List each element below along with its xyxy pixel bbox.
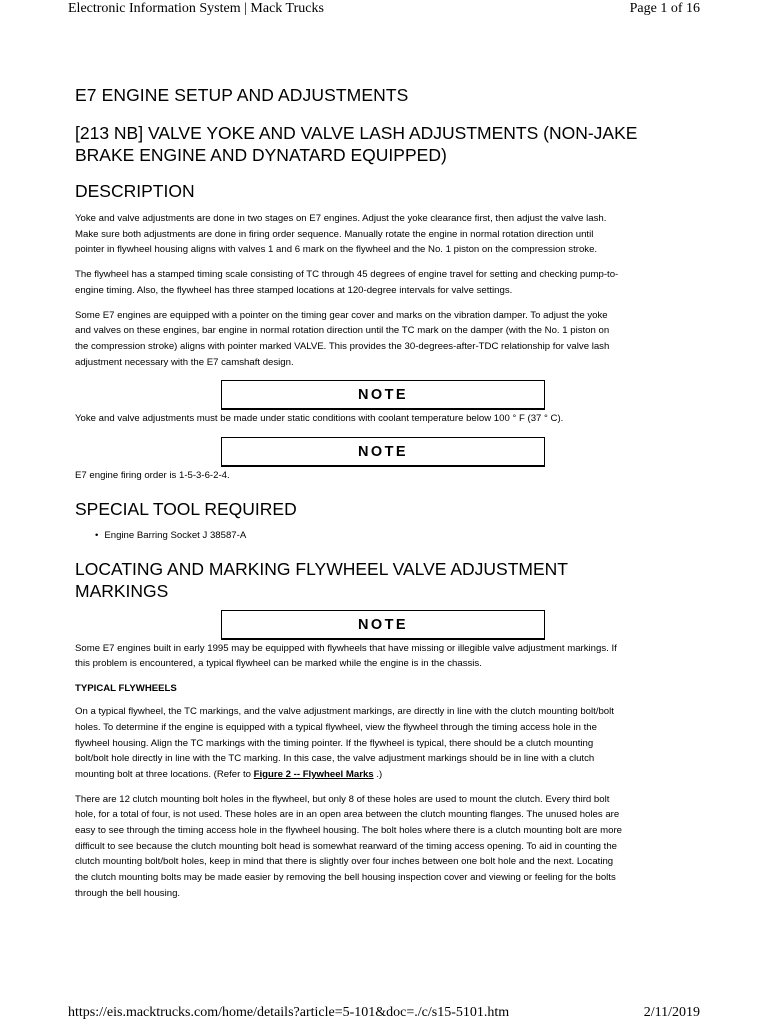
locating-heading-line1: LOCATING AND MARKING FLYWHEEL VALVE ADJUSTMENT — [75, 558, 568, 579]
text-line: Some E7 engines are equipped with a pointer on the timing gear cover and marks on the vibration damper. To adjust the yoke — [75, 309, 608, 321]
procedure-title-line1: [213 NB] VALVE YOKE AND VALVE LASH ADJUSTMENTS (NON-JAKE — [75, 123, 638, 143]
text-line: through the bell housing. — [75, 887, 181, 899]
text-line: Yoke and valve adjustments are done in two stages on E7 engines. Adjust the yoke clearance first, then adjust the valve lash. — [75, 213, 607, 224]
header-site-title: Electronic Information System | Mack Trucks — [68, 1, 324, 16]
note-1-text: Yoke and valve adjustments must be made under static conditions with coolant temperature below 100 ° F (37 ° C). — [75, 413, 564, 425]
description-heading: DESCRIPTION — [75, 181, 195, 201]
text-line: mounting bolt at three locations. (Refer to — [75, 768, 254, 780]
text-line: Some E7 engines built in early 1995 may be equipped with flywheels that have missing or illegible valve adjustment markings. If — [75, 642, 617, 654]
text-line: the clutch mounting bolts may be made easier by removing the bell housing inspection cover and viewing or feeling for the bolts — [75, 872, 616, 884]
text-line: The flywheel has a stamped timing scale consisting of TC through 45 degrees of engine travel for setting and checking pump-to- — [75, 269, 619, 281]
text-line: holes. To determine if the engine is equipped with a typical flywheel, view the flywheel through the timing access hole in the — [75, 721, 597, 733]
note-3-text — [75, 641, 693, 672]
text-line: engine timing. Also, the flywheel has three stamped locations at 120-degree intervals for valve settings. — [75, 284, 513, 296]
text-line: pointer in flywheel housing aligns with valves 1 and 6 mark on the flywheel and the No. 1 piston on the compression stroke. — [75, 244, 598, 256]
footer-url: https://eis.macktrucks.com/home/details?article=5-101&doc=./c/s15-5101.htm — [68, 1005, 510, 1020]
text-line: There are 12 clutch mounting bolt holes in the flywheel, but only 8 of these holes are used to mount the clutch. Every third bolt — [75, 793, 610, 805]
text-line: hole, for a total of four, is not used. These holes are in an open area between the clutch mounting flanges. The unused holes are — [75, 809, 620, 821]
text-line: easy to see through the timing access hole in the flywheel housing. The bolt holes where there is a clutch mounting bolt are more — [75, 825, 622, 837]
list-item: • Engine Barring Socket J 38587-A — [95, 529, 693, 543]
text-line: adjustment necessary with the E7 camshaft design. — [75, 356, 294, 368]
footer-date: 2/11/2019 — [643, 1005, 700, 1020]
text-line: difficult to see because the clutch mounting bolt head is somewhat rearward of the timing access opening. To aid in counting the — [75, 840, 618, 852]
document-title: E7 ENGINE SETUP AND ADJUSTMENTS — [75, 85, 409, 105]
description-paragraph-1 — [75, 211, 693, 258]
typical-paragraph-2 — [75, 792, 693, 902]
text-line: Make sure both adjustments are done in firing order sequence. Manually rotate the engine in normal rotation direction until — [75, 228, 594, 240]
special-tool-list — [75, 529, 693, 543]
special-tool-heading: SPECIAL TOOL REQUIRED — [75, 498, 297, 519]
document-body — [75, 84, 693, 902]
header-page-number: Page 1 of 16 — [629, 1, 700, 16]
description-paragraph-2 — [75, 267, 693, 298]
text-line: On a typical flywheel, the TC markings, and the valve adjustment markings, are directly in line with the clutch mounting bolt/bolt — [75, 706, 614, 718]
text-line: clutch mounting bolt/bolt holes, keep in mind that there is slightly over four inches between one bolt hole and the next. Locating — [75, 856, 614, 868]
typical-paragraph-1 — [75, 704, 693, 783]
typical-flywheels-heading: TYPICAL FLYWHEELS — [75, 683, 177, 695]
procedure-title-line2: BRAKE ENGINE AND DYNATARD EQUIPPED) — [75, 145, 447, 165]
figure-2-link[interactable]: Figure 2 -- Flywheel Marks — [253, 768, 374, 780]
locating-heading — [75, 558, 693, 602]
text-line: this problem is encountered, a typical flywheel can be marked while the engine is in the chassis. — [75, 658, 482, 670]
text-line: bolt/bolt hole directly in line with the TC marking. In this case, the valve adjustment markings should be in line with a clutch — [75, 753, 595, 765]
text-line: flywheel housing. Align the TC markings with the timing pointer. If the flywheel is typical, there should be a clutch mounting — [75, 737, 594, 749]
note-box-3: NOTE — [221, 610, 545, 640]
note-box-1: NOTE — [221, 380, 545, 410]
text-line: and valves on these engines, bar engine in normal rotation direction until the TC mark on the damper (with the No. 1 piston on — [75, 325, 610, 337]
running-header — [68, 0, 700, 20]
locating-heading-line2: MARKINGS — [75, 580, 169, 601]
text-line: the compression stroke) aligns with pointer marked VALVE. This provides the 30-degrees-after-TDC relationship for valve lash — [75, 340, 610, 352]
running-footer — [68, 1004, 700, 1024]
procedure-title — [75, 122, 693, 166]
description-paragraph-3 — [75, 308, 693, 371]
text-line: .) — [373, 768, 383, 780]
note-box-2: NOTE — [221, 437, 545, 467]
note-2-text: E7 engine firing order is 1-5-3-6-2-4. — [75, 470, 230, 482]
